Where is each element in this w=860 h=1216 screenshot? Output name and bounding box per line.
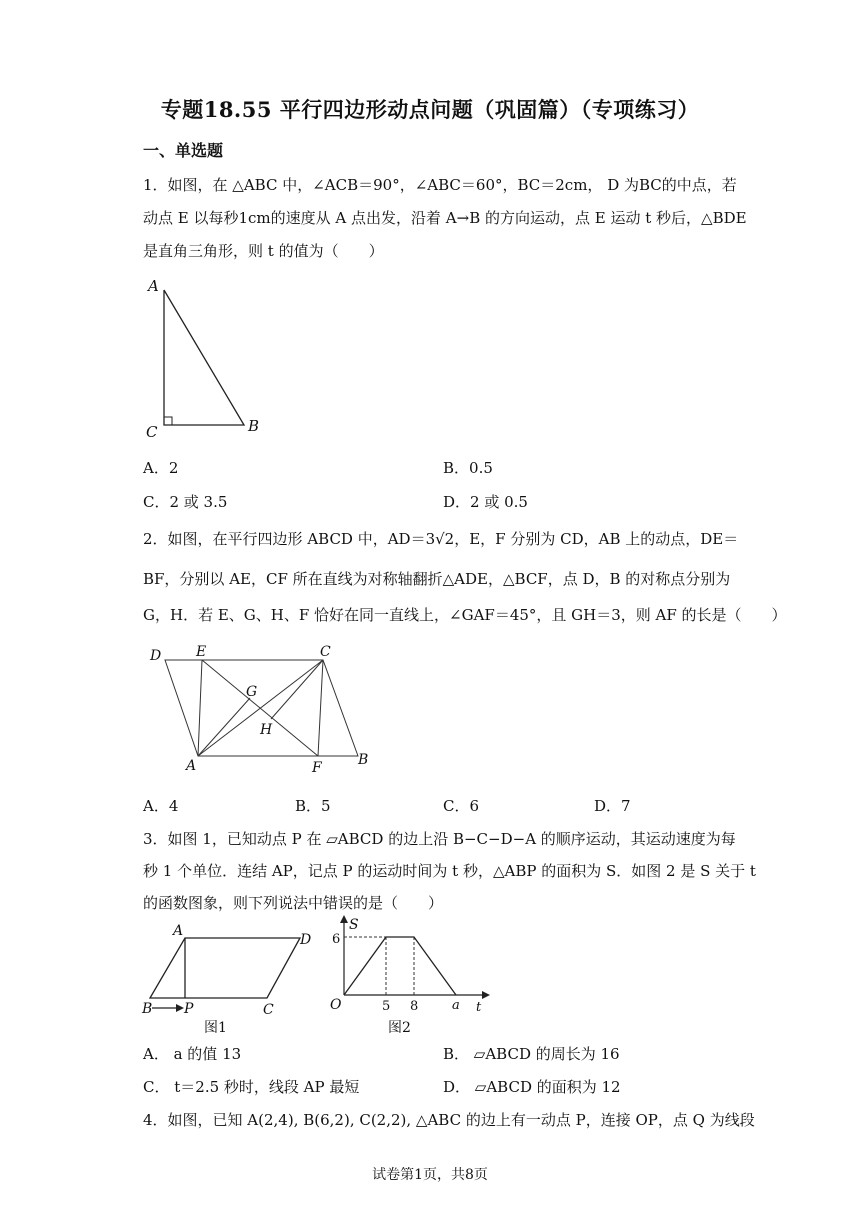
q2-option-a[interactable]: A．4 xyxy=(143,797,179,815)
q1-label-c: C xyxy=(146,423,158,441)
section-heading: 一、单选题 xyxy=(143,141,224,160)
q3-fig2-tick-6: 6 xyxy=(332,932,341,947)
q3-fig1-caption: 图1 xyxy=(204,1020,227,1036)
q3-motion-arrowhead xyxy=(176,1004,184,1012)
q3-fig1-label-c: C xyxy=(263,1002,274,1018)
q3-fig2-tick-5: 5 xyxy=(382,999,391,1014)
q2-label-b: B xyxy=(358,752,369,768)
q2-parallelogram-figure xyxy=(140,640,380,780)
q3-figure-1 xyxy=(140,922,320,1040)
q1-option-a[interactable]: A．2 xyxy=(143,459,179,477)
q1-line-1: 1．如图，在 △ABC 中，∠ACB＝90°，∠ABC＝60°，BC＝2cm， D 为BC的中点，若 xyxy=(143,176,737,194)
q2-line-3: G，H．若 E、G、H、F 恰好在同一直线上，∠GAF＝45°，且 GH＝3，则 AF 的长是（ ） xyxy=(143,606,787,624)
q3-line-1: 3．如图 1，已知动点 P 在 ▱ABCD 的边上沿 B−C−D−A 的顺序运动，其运动速度为每 xyxy=(143,830,736,848)
q2-segment-ch xyxy=(271,660,323,719)
q1-line-2: 动点 E 以每秒1cm的速度从 A 点出发，沿着 A→B 的方向运动，点 E 运动 t 秒后，△BDE xyxy=(143,209,747,227)
q3-fig1-label-p: P xyxy=(184,1001,194,1017)
q2-label-h: H xyxy=(260,722,273,738)
q3-option-a[interactable]: A． a 的值 13 xyxy=(143,1045,242,1063)
q1-option-d[interactable]: D．2 或 0.5 xyxy=(443,493,528,511)
q1-option-c[interactable]: C．2 或 3.5 xyxy=(143,493,228,511)
q3-fig2-label-o: O xyxy=(330,997,342,1013)
q3-option-b[interactable]: B． ▱ABCD 的周长为 16 xyxy=(443,1045,620,1063)
q3-fig2-label-s: S xyxy=(349,917,359,933)
q3-fig1-label-b: B xyxy=(142,1001,153,1017)
q2-label-d: D xyxy=(150,648,162,664)
q3-fig2-tick-8: 8 xyxy=(410,999,419,1014)
q1-right-angle-mark xyxy=(164,417,172,425)
q2-label-g: G xyxy=(246,684,258,700)
q3-s-axis-arrow xyxy=(340,915,348,923)
q3-fig2-label-a: a xyxy=(452,998,460,1013)
q2-segment-cf xyxy=(318,660,323,756)
q3-fig1-label-d: D xyxy=(300,932,312,948)
q2-segment-ag xyxy=(198,698,250,756)
q3-s-t-graph xyxy=(344,937,456,995)
q4-line-1: 4．如图，已知 A(2,4), B(6,2), C(2,2), △ABC 的边上有一动点 P，连接 OP，点 Q 为线段 xyxy=(143,1111,755,1129)
q2-segment-ae xyxy=(198,660,202,756)
page-title: 专题18.55 平行四边形动点问题（巩固篇）（专项练习） xyxy=(160,97,700,122)
q3-line-3: 的函数图象，则下列说法中错误的是（ ） xyxy=(143,894,444,912)
q3-option-d[interactable]: D． ▱ABCD 的面积为 12 xyxy=(443,1078,621,1096)
q1-line-3: 是直角三角形，则 t 的值为（ ） xyxy=(143,242,384,260)
q2-option-c[interactable]: C．6 xyxy=(443,797,480,815)
q2-label-c: C xyxy=(320,644,331,660)
page-footer: 试卷第1页，共8页 xyxy=(372,1167,488,1183)
q1-label-b: B xyxy=(248,417,260,435)
q1-triangle-abc xyxy=(164,290,244,425)
q2-parallelogram xyxy=(165,660,358,756)
q3-line-2: 秒 1 个单位．连结 AP，记点 P 的运动时间为 t 秒，△ABP 的面积为 S．如图 2 是 S 关于 t xyxy=(143,862,756,880)
q3-fig2-caption: 图2 xyxy=(388,1020,411,1036)
q1-triangle-figure xyxy=(140,272,270,442)
q2-option-b[interactable]: B．5 xyxy=(295,797,331,815)
q2-label-a: A xyxy=(186,758,197,774)
q3-parallelogram-abcd xyxy=(150,938,300,998)
q3-fig2-label-t: t xyxy=(476,1000,482,1015)
q3-fig1-label-a: A xyxy=(173,923,184,939)
q2-label-f: F xyxy=(312,760,322,776)
q3-option-c[interactable]: C． t＝2.5 秒时，线段 AP 最短 xyxy=(143,1078,360,1096)
q2-line-2: BF，分别以 AE，CF 所在直线为对称轴翻折△ADE，△BCF，点 D，B 的对称点分别为 xyxy=(143,570,731,588)
q2-segment-ef xyxy=(202,660,318,756)
q3-t-axis-arrow xyxy=(482,991,490,999)
q1-option-b[interactable]: B．0.5 xyxy=(443,459,493,477)
q3-figure-2-graph xyxy=(322,915,492,1040)
q2-line-1: 2．如图，在平行四边形 ABCD 中，AD＝3√2，E，F 分别为 CD，AB 上的动点，DE＝ xyxy=(143,530,739,548)
q1-label-a: A xyxy=(148,277,159,295)
q2-label-e: E xyxy=(196,644,207,660)
q2-option-d[interactable]: D．7 xyxy=(594,797,631,815)
